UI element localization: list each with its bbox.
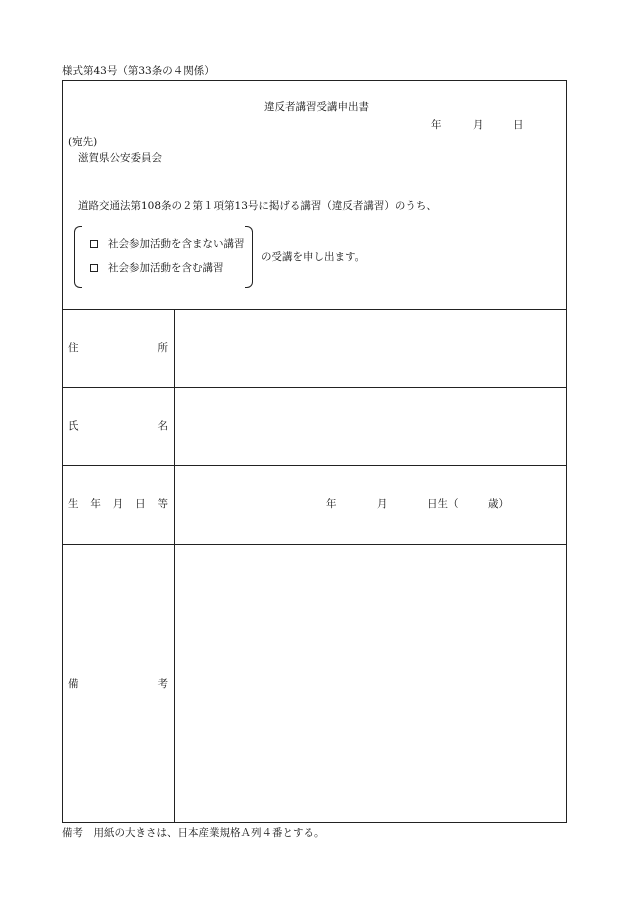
- age[interactable]: 歳）: [488, 498, 509, 510]
- option-with-social-activity[interactable]: [90, 263, 224, 274]
- form-title: 違反者講習受講申出書: [264, 101, 369, 113]
- date-month[interactable]: 月: [473, 119, 484, 131]
- remarks-label: 備 考: [68, 678, 168, 690]
- name-label: 氏 名: [68, 420, 168, 432]
- row-divider: [62, 544, 567, 545]
- row-divider: [62, 309, 567, 310]
- form-number: 様式第43号（第33条の４関係）: [62, 65, 215, 77]
- birth-year[interactable]: 年: [326, 498, 337, 510]
- row-divider: [62, 465, 567, 466]
- birth-day[interactable]: 日生（: [427, 498, 459, 510]
- form-frame: [62, 80, 567, 823]
- left-bracket: [74, 226, 82, 288]
- checkbox-icon[interactable]: [90, 240, 98, 248]
- option-no-social-activity[interactable]: [90, 239, 245, 250]
- birthdate-label: 生 年 月 日 等: [68, 498, 168, 510]
- option-label: 社会参加活動を含まない講習: [108, 238, 245, 250]
- column-divider: [174, 309, 175, 823]
- addressee-label: (宛先): [68, 136, 98, 148]
- date-year[interactable]: 年: [431, 119, 442, 131]
- row-divider: [62, 387, 567, 388]
- birth-month[interactable]: 月: [377, 498, 388, 510]
- right-bracket: [245, 226, 253, 288]
- footnote: 備考 用紙の大きさは、日本産業規格Ａ列４番とする。: [62, 827, 325, 839]
- statement-suffix: の受講を申し出ます。: [261, 251, 366, 263]
- address-label: 住 所: [68, 342, 168, 354]
- addressee: 滋賀県公安委員会: [78, 152, 162, 164]
- option-label: 社会参加活動を含む講習: [108, 262, 224, 274]
- date-day[interactable]: 日: [513, 119, 524, 131]
- checkbox-icon[interactable]: [90, 264, 98, 272]
- application-statement: 道路交通法第108条の２第１項第13号に掲げる講習（違反者講習）のうち、: [78, 200, 437, 212]
